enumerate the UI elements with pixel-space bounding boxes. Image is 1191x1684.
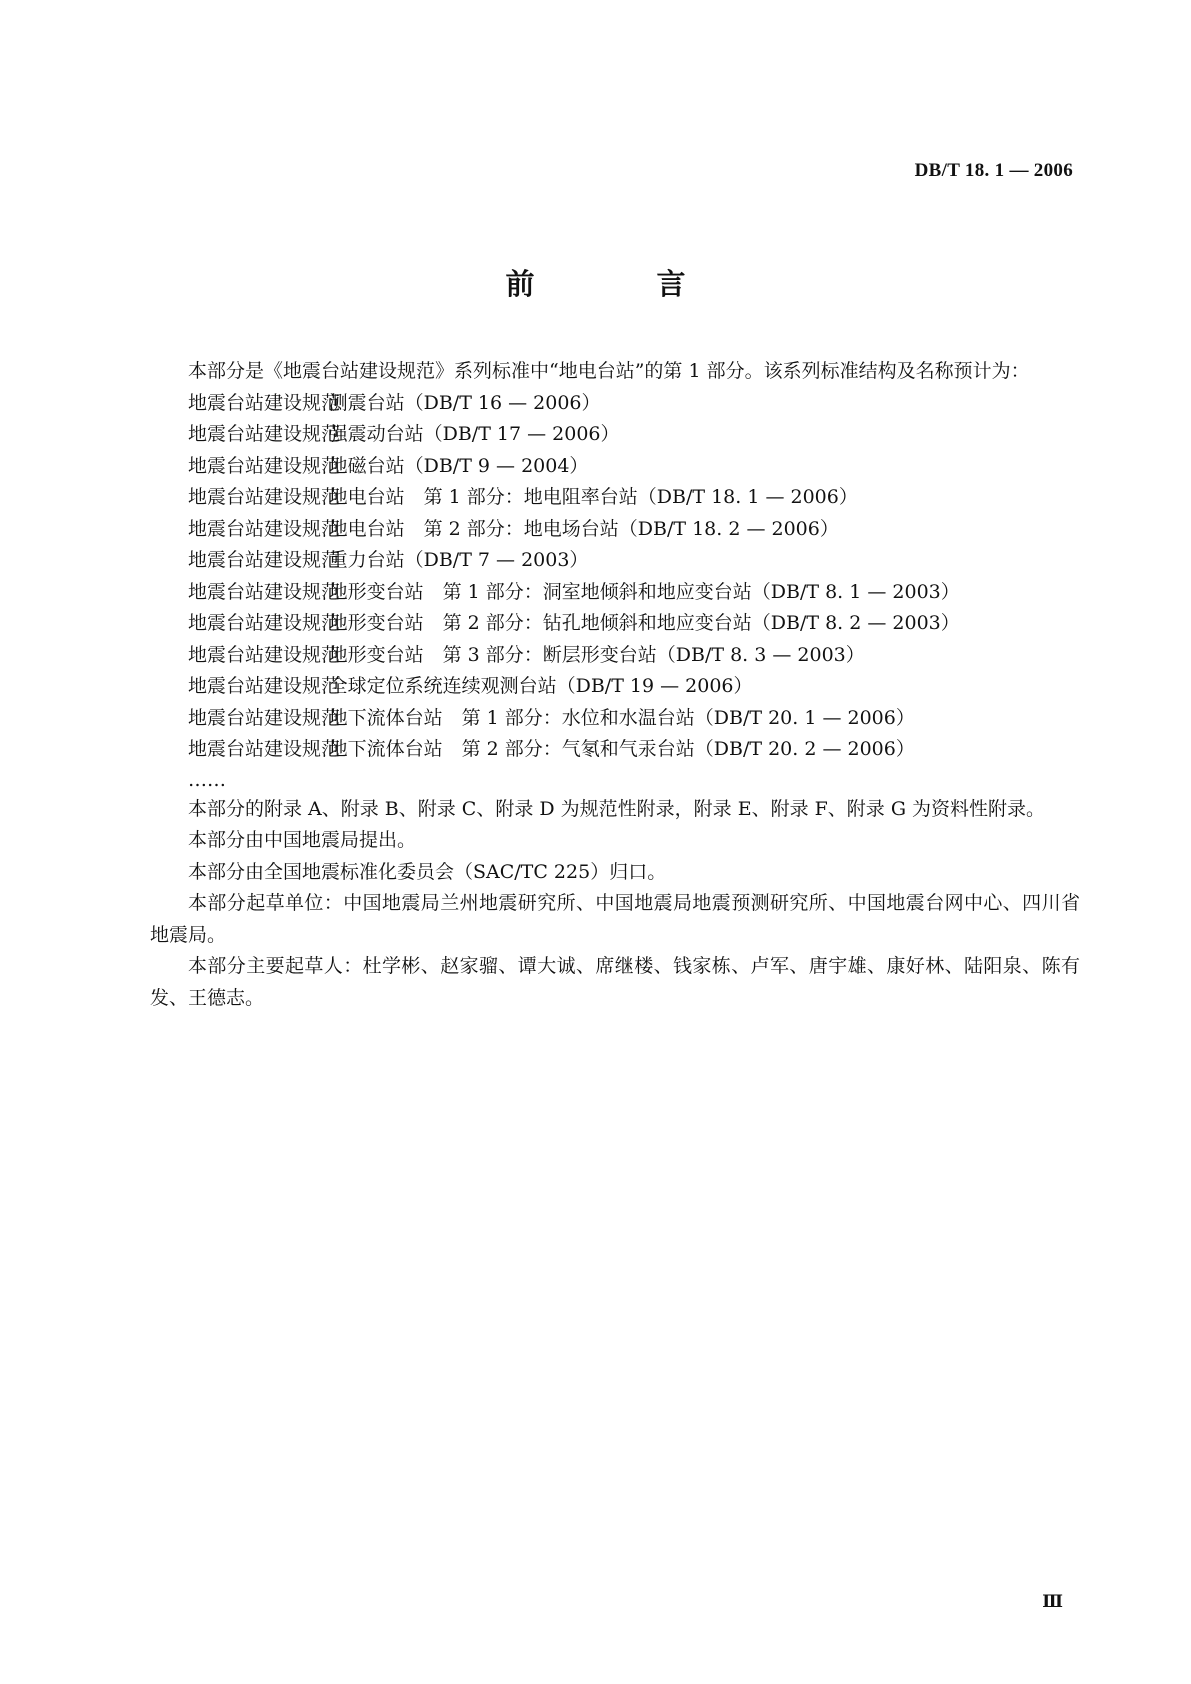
standards-list-item	[150, 734, 1080, 766]
series-name: 地震台站建设规范	[188, 549, 341, 571]
foreword-body	[150, 356, 1080, 1014]
standards-list	[150, 388, 1080, 766]
standard-name: 地形变台站 第 1 部分：洞室地倾斜和地应变台站（DB/T 8. 1 — 2003）	[328, 580, 960, 603]
centralized-paragraph: 本部分由全国地震标准化委员会（SAC/TC 225）归口。	[188, 860, 667, 883]
standards-list-item	[150, 514, 1080, 546]
standards-list-item	[150, 451, 1080, 483]
series-name: 地震台站建设规范	[188, 454, 341, 477]
drafting-units-paragraph: 本部分起草单位：中国地震局兰州地震研究所、中国地震局地震预测研究所、中国地震台网中心、四川省地震局。	[150, 892, 1080, 946]
list-ellipsis: ……	[188, 768, 226, 791]
standard-name: 重力台站（DB/T 7 — 2003）	[328, 549, 589, 571]
series-name: 地震台站建设规范	[188, 706, 341, 729]
standard-name: 强震动台站（DB/T 17 — 2006）	[328, 423, 620, 445]
series-name: 地震台站建设规范	[188, 643, 341, 666]
series-name: 地震台站建设规范	[188, 517, 341, 540]
series-name: 地震台站建设规范	[188, 738, 341, 760]
standards-list-item	[150, 640, 1080, 672]
standard-name: 地形变台站 第 3 部分：断层形变台站（DB/T 8. 3 — 2003）	[328, 643, 865, 666]
standard-name: 地形变台站 第 2 部分：钻孔地倾斜和地应变台站（DB/T 8. 2 — 2003）	[328, 612, 960, 634]
standard-name: 全球定位系统连续观测台站（DB/T 19 — 2006）	[328, 675, 753, 697]
series-name: 地震台站建设规范	[188, 675, 341, 697]
standards-list-item	[150, 608, 1080, 640]
appendix-paragraph: 本部分的附录 A、附录 B、附录 C、附录 D 为规范性附录，附录 E、附录 F、附录 G 为资料性附录。	[188, 797, 1046, 820]
proposed-paragraph: 本部分由中国地震局提出。	[188, 829, 417, 851]
series-name: 地震台站建设规范	[188, 580, 341, 603]
standard-name: 地下流体台站 第 2 部分：气氡和气汞台站（DB/T 20. 2 — 2006）	[328, 738, 915, 760]
series-name: 地震台站建设规范	[188, 486, 341, 508]
standard-name: 地电台站 第 2 部分：地电场台站（DB/T 18. 2 — 2006）	[328, 517, 839, 540]
standards-list-item	[150, 671, 1080, 703]
standards-list-item	[150, 419, 1080, 451]
drafters-paragraph: 本部分主要起草人：杜学彬、赵家骝、谭大诚、席继楼、钱家栋、卢军、唐宇雄、康好林、陆阳泉、陈有发、王德志。	[150, 955, 1080, 1009]
standards-list-item	[150, 577, 1080, 609]
standard-name: 地下流体台站 第 1 部分：水位和水温台站（DB/T 20. 1 — 2006）	[328, 706, 915, 729]
series-name: 地震台站建设规范	[188, 612, 341, 634]
standard-name: 地电台站 第 1 部分：地电阻率台站（DB/T 18. 1 — 2006）	[328, 486, 858, 508]
standard-code: DB/T 18. 1 — 2006	[914, 160, 1073, 181]
series-name: 地震台站建设规范	[188, 391, 341, 414]
page-number: Ⅲ	[1042, 1592, 1063, 1611]
standards-list-item	[150, 545, 1080, 577]
standard-name: 地磁台站（DB/T 9 — 2004）	[328, 454, 589, 477]
standard-name: 测震台站（DB/T 16 — 2006）	[328, 391, 601, 414]
series-name: 地震台站建设规范	[188, 423, 341, 445]
standards-list-item	[150, 482, 1080, 514]
page-title: 前 言	[505, 267, 742, 301]
intro-paragraph: 本部分是《地震台站建设规范》系列标准中“地电台站”的第 1 部分。该系列标准结构及名称预计为：	[188, 360, 1030, 382]
standards-list-item	[150, 388, 1080, 420]
standards-list-item	[150, 703, 1080, 735]
